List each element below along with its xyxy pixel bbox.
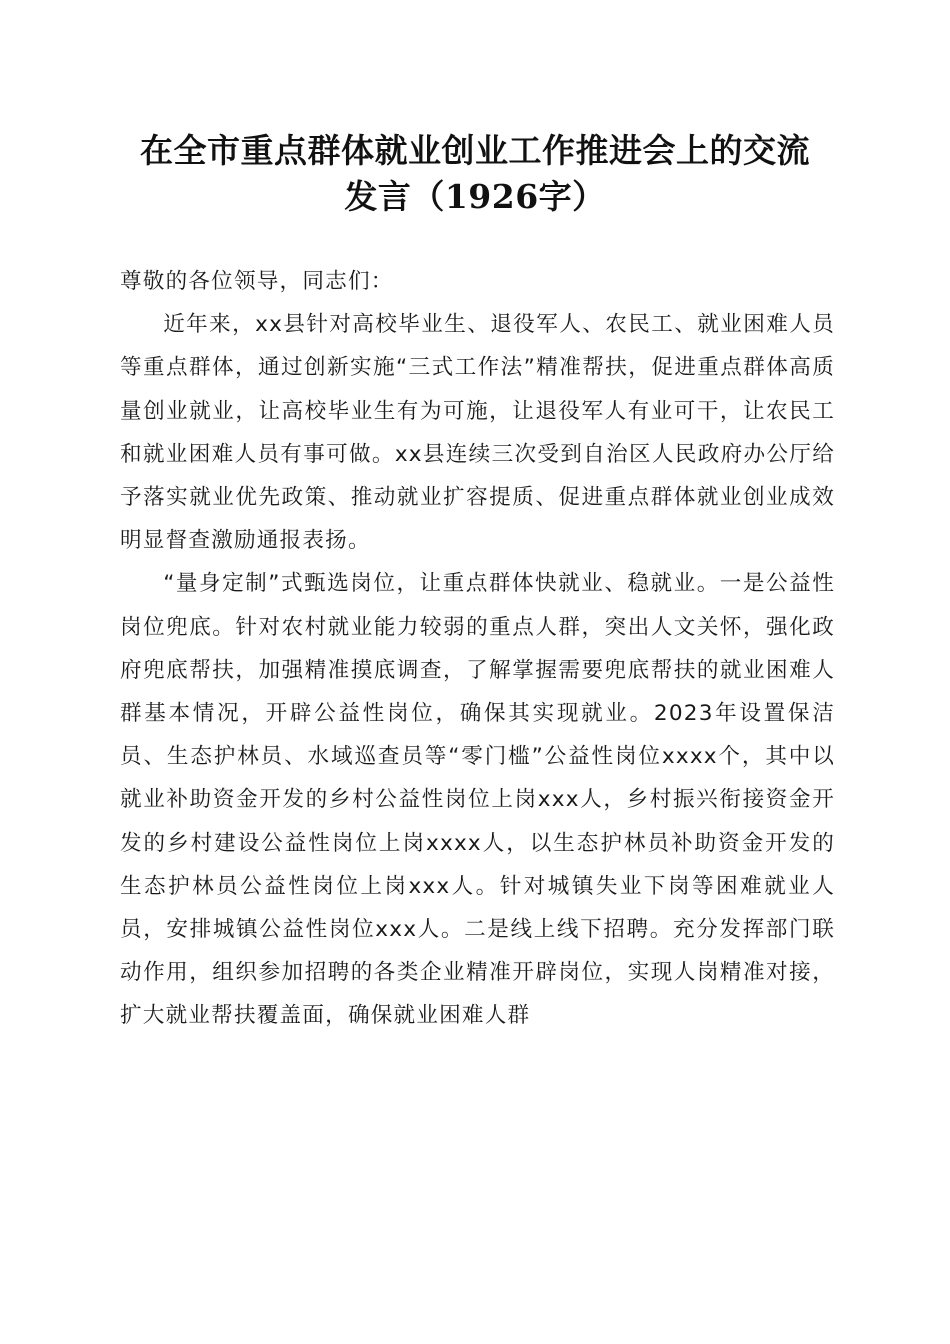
salutation: 尊敬的各位领导，同志们： bbox=[120, 269, 394, 294]
title-line-1: 在全市重点群体就业创业工作推进会上的交流 bbox=[140, 131, 810, 170]
paragraph-job-selection: “量身定制”式甄选岗位，让重点群体快就业、稳就业。一是公益性岗位兜底。针对农村就业能力较弱的重点人群，突出人文关怀，强化政府兜底帮扶，加强精准摸底调查，了解掌握需要兜底帮扶的就业困难人群基本情况，开辟公益性岗位，确保其实现就业。2023年设置保洁员、生态护林员、水域巡查员等“零门槛”公益性岗位xxxx个，其中以就业补助资金开发的乡村公益性岗位上岗xxx人，乡村振兴衔接资金开发的乡村建设公益性岗位上岗xxxx人，以生态护林员补助资金开发的生态护林员公益性岗位上岗xxx人。针对城镇失业下岗等困难就业人员，安排城镇公益性岗位xxx人。二是线上线下招聘。充分发挥部门联动作用，组织参加招聘的各类企业精准开辟岗位，实现人岗精准对接，扩大就业帮扶覆盖面，确保就业困难人群 bbox=[120, 571, 835, 1029]
paragraph-intro: 近年来，xx县针对高校毕业生、退役军人、农民工、就业困难人员等重点群体，通过创新实施“三式工作法”精准帮扶，促进重点群体高质量创业就业，让高校毕业生有为可施，让退役军人有业可干，让农民工和就业困难人员有事可做。xx县连续三次受到自治区人民政府办公厅给予落实就业优先政策、推动就业扩容提质、促进重点群体就业创业成效明显督查激励通报表扬。 bbox=[120, 312, 835, 554]
title-line-2: 发言（1926字） bbox=[344, 177, 606, 216]
document-title bbox=[110, 128, 840, 220]
document-body bbox=[120, 260, 835, 1038]
